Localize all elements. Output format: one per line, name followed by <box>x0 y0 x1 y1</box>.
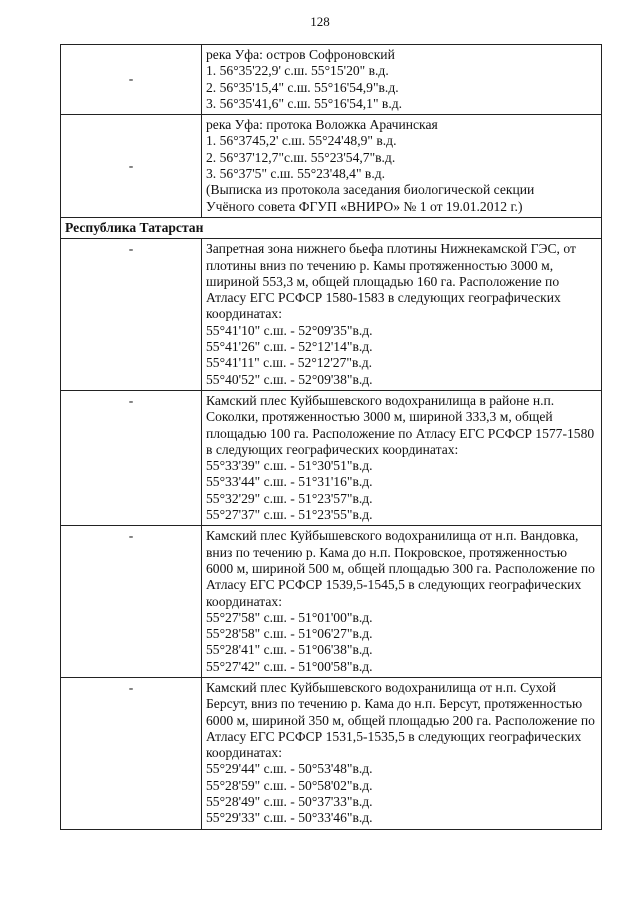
text-line: 2. 56°35'15,4" с.ш. 55°16'54,9"в.д. <box>206 79 399 95</box>
region-heading: Республика Татарстан <box>61 217 602 238</box>
coordinate-line: 55°41'10" с.ш. - 52°09'35"в.д. <box>206 322 373 338</box>
text-line: 2. 56°37'12,7"с.ш. 55°23'54,7"в.д. <box>206 149 396 165</box>
row-content <box>202 390 602 525</box>
coordinate-line: 55°29'33" с.ш. - 50°33'46"в.д. <box>206 810 373 826</box>
text-line: Учёного совета ФГУП «ВНИРО» № 1 от 19.01.2012 г.) <box>206 198 523 214</box>
coordinate-line: 55°27'42" с.ш. - 51°00'58"в.д. <box>206 658 373 674</box>
zone-description: Камский плес Куйбышевского водохранилища от н.п. Сухой Берсут, вниз по течению р. Кама до н.п. Берсут, протяженностью 6000 м, шириной 350 м, общей площадью 200 га. Расположение по Атласу ЕГС РСФСР 1531,5-1535,5 в следующих географических координатах: <box>206 679 595 761</box>
zones-table <box>60 44 602 830</box>
coordinate-line: 55°40'52" с.ш. - 52°09'38"в.д. <box>206 371 373 387</box>
text-line: 3. 56°35'41,6" с.ш. 55°16'54,1" в.д. <box>206 95 403 111</box>
coordinate-line: 55°28'58" с.ш. - 51°06'27"в.д. <box>206 626 373 642</box>
table-row <box>61 239 602 391</box>
row-content <box>202 115 602 218</box>
text-line: 1. 56°3745,2' с.ш. 55°24'48,9" в.д. <box>206 133 397 149</box>
row-content <box>202 677 602 829</box>
row-marker: - <box>61 390 202 525</box>
row-content <box>202 526 602 678</box>
table-row <box>61 45 602 115</box>
row-marker: - <box>61 677 202 829</box>
coordinate-line: 55°41'26" с.ш. - 52°12'14"в.д. <box>206 339 373 355</box>
coordinate-line: 55°33'39" с.ш. - 51°30'51"в.д. <box>206 458 373 474</box>
zone-description: Камский плес Куйбышевского водохранилища в районе н.п. Соколки, протяженностью 3000 м, шириной 333,3 м, общей площадью 100 га. Расположение по Атласу ЕГС РСФСР 1577-1580 в следующих географических координатах: <box>206 392 595 457</box>
coordinate-line: 55°28'49" с.ш. - 50°37'33"в.д. <box>206 794 373 810</box>
table-row <box>61 526 602 678</box>
table-row <box>61 677 602 829</box>
table-row <box>61 390 602 525</box>
table-row <box>61 115 602 218</box>
region-row <box>61 217 602 238</box>
coordinate-line: 55°28'41" с.ш. - 51°06'38"в.д. <box>206 642 373 658</box>
text-line: река Уфа: протока Воложка Арачинская <box>206 117 438 133</box>
coordinate-line: 55°33'44" с.ш. - 51°31'16"в.д. <box>206 474 373 490</box>
zone-description: Запретная зона нижнего бьефа плотины Нижнекамской ГЭС, от плотины вниз по течению р. Камы протяженностью 3000 м, шириной 553,3 м, общей площадью 160 га. Расположение по Атласу ЕГС РСФСР 1580-1583 в следующих географических координатах: <box>206 241 576 322</box>
row-content <box>202 239 602 391</box>
row-marker: - <box>61 115 202 218</box>
text-line: 3. 56°37'5" с.ш. 55°23'48,4" в.д. <box>206 166 386 182</box>
page-number: 128 <box>310 14 330 29</box>
row-content <box>202 45 602 115</box>
row-marker: - <box>61 239 202 391</box>
coordinate-line: 55°28'59" с.ш. - 50°58'02"в.д. <box>206 777 373 793</box>
row-marker: - <box>61 526 202 678</box>
coordinate-line: 55°27'37" с.ш. - 51°23'55"в.д. <box>206 507 373 523</box>
coordinate-line: 55°41'11" с.ш. - 52°12'27"в.д. <box>206 355 373 371</box>
coordinate-line: 55°32'29" с.ш. - 51°23'57"в.д. <box>206 490 373 506</box>
row-marker: - <box>61 45 202 115</box>
coordinate-line: 55°29'44" с.ш. - 50°53'48"в.д. <box>206 761 373 777</box>
text-line: 1. 56°35'22,9' с.ш. 55°15'20" в.д. <box>206 63 389 79</box>
text-line: (Выписка из протокола заседания биологической секции <box>206 182 535 198</box>
text-line: река Уфа: остров Софроновский <box>206 47 395 62</box>
coordinate-line: 55°27'58" с.ш. - 51°01'00"в.д. <box>206 609 373 625</box>
zone-description: Камский плес Куйбышевского водохранилища от н.п. Вандовка, вниз по течению р. Кама до н.п. Покровское, протяженностью 6000 м, шириной 500 м, общей площадью 300 га. Расположение по Атласу ЕГС РСФСР 1539,5-1545,5 в следующих географических координатах: <box>206 528 595 609</box>
